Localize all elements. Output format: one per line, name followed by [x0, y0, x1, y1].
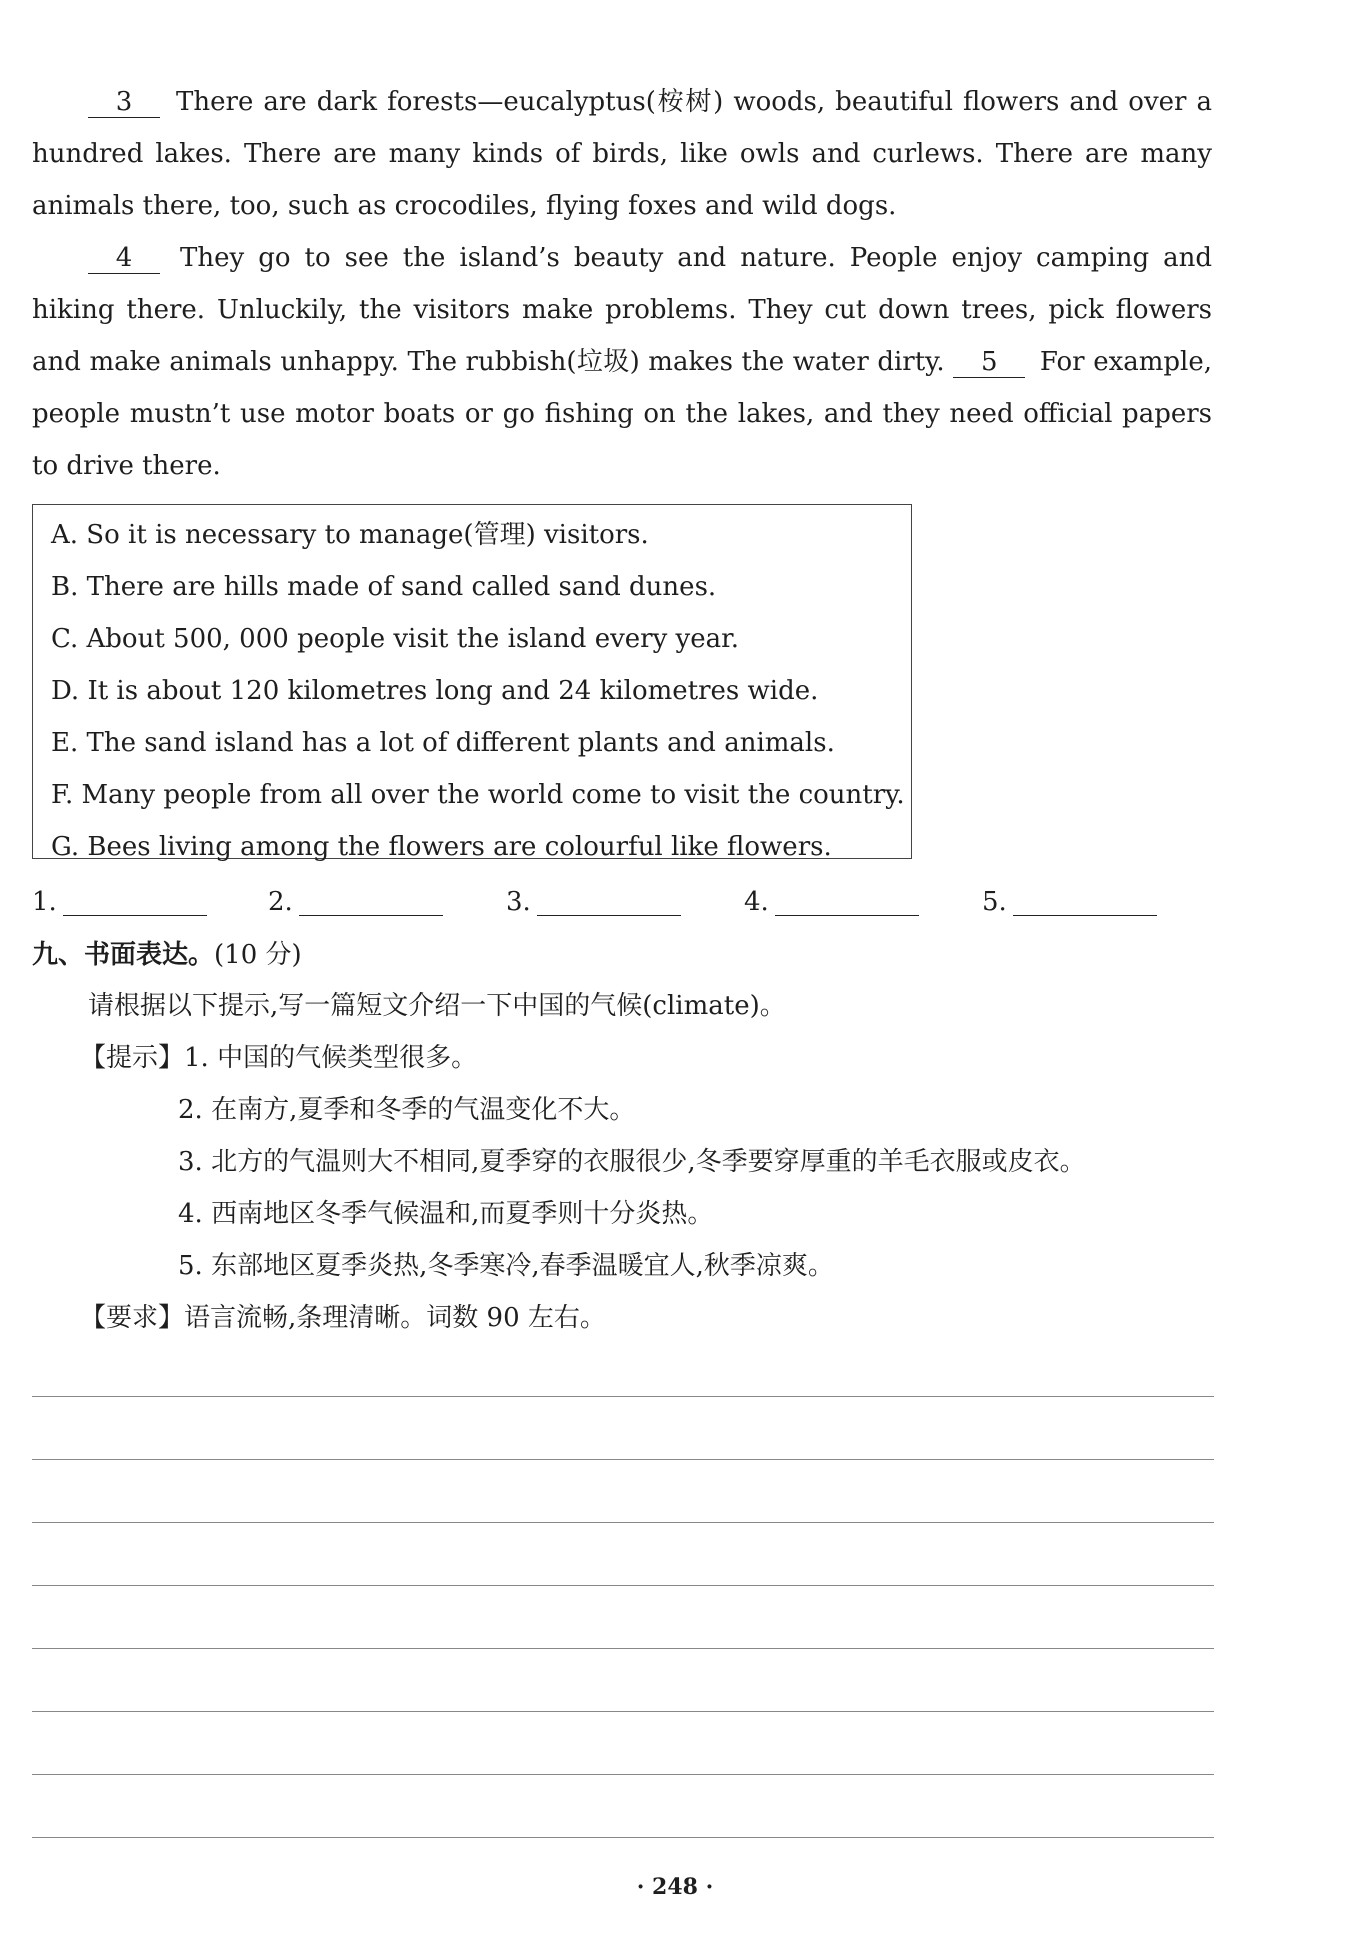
answer-blank-5[interactable]: 5: [953, 347, 1025, 378]
writing-line[interactable]: [32, 1396, 1214, 1397]
hint-4: 4. 西南地区冬季气候温和,而夏季则十分炎热。: [178, 1199, 714, 1229]
option-g: G. Bees living among the flowers are colourful like flowers.: [51, 832, 832, 862]
answer-blank-3[interactable]: 3: [88, 87, 160, 118]
answer-label-5: 5.: [982, 887, 1007, 917]
answer-line-5[interactable]: [1013, 885, 1157, 916]
paragraph-4-text-a: They go to see the island’s beauty and nature. People enjoy camping and hiking there. Unluckily, the visitors make problems. They cut down trees, pick flowers and make animals unhappy. The rubbish(垃圾) makes the water dirty.: [32, 243, 1213, 377]
passage-paragraph-3: [32, 76, 1212, 232]
option-f: F. Many people from all over the world come to visit the country.: [51, 780, 905, 810]
hint-label: 【提示】: [80, 1043, 185, 1073]
writing-line[interactable]: [32, 1585, 1214, 1586]
writing-line[interactable]: [32, 1711, 1214, 1712]
answer-label-3: 3.: [506, 887, 531, 917]
passage-paragraph-4: [32, 232, 1212, 492]
requirement-line: [80, 1292, 606, 1344]
answer-slot-2[interactable]: [268, 878, 443, 926]
paragraph-4-text-b: For example, people mustn’t use motor boats or go fishing on the lakes, and they need official papers to drive there.: [32, 347, 1213, 481]
option-e: E. The sand island has a lot of different plants and animals.: [51, 728, 835, 758]
answer-line-2[interactable]: [299, 885, 443, 916]
answer-slot-1[interactable]: [32, 878, 207, 926]
answer-line-4[interactable]: [775, 885, 919, 916]
section-title-text: 九、书面表达。: [32, 940, 215, 970]
hint-1: 1. 中国的气候类型很多。: [184, 1043, 478, 1073]
answer-label-4: 4.: [744, 887, 769, 917]
answer-slot-3[interactable]: [506, 878, 681, 926]
requirement-label: 【要求】: [80, 1303, 185, 1333]
section-title: [32, 930, 302, 980]
section-points: (10 分): [214, 940, 302, 970]
writing-instruction: 请根据以下提示,写一篇短文介绍一下中国的气候(climate)。: [88, 991, 786, 1021]
options-box: [32, 504, 912, 862]
writing-line[interactable]: [32, 1459, 1214, 1460]
hint-5: 5. 东部地区夏季炎热,冬季寒冷,春季温暖宜人,秋季凉爽。: [178, 1251, 834, 1281]
answer-label-1: 1.: [32, 887, 57, 917]
answer-slot-4[interactable]: [744, 878, 919, 926]
option-b: B. There are hills made of sand called sand dunes.: [51, 572, 717, 602]
hint-3: 3. 北方的气温则大不相同,夏季穿的衣服很少,冬季要穿厚重的羊毛衣服或皮衣。: [178, 1147, 1086, 1177]
paragraph-3-text: There are dark forests—eucalyptus(桉树) woods, beautiful flowers and over a hundred lakes. There are many kinds of birds, like owls and curlews. There are many animals there, too, such as crocodiles, flying foxes and wild dogs.: [32, 87, 1213, 221]
option-a: A. So it is necessary to manage(管理) visitors.: [51, 520, 649, 550]
answer-line-3[interactable]: [537, 885, 681, 916]
hint-2: 2. 在南方,夏季和冬季的气温变化不大。: [178, 1095, 636, 1125]
writing-line[interactable]: [32, 1522, 1214, 1523]
writing-line[interactable]: [32, 1774, 1214, 1775]
page-number: · 248 ·: [636, 1874, 714, 1900]
option-d: D. It is about 120 kilometres long and 24 kilometres wide.: [51, 676, 819, 706]
answer-label-2: 2.: [268, 887, 293, 917]
answer-slot-5[interactable]: [982, 878, 1157, 926]
answer-row: [32, 878, 1212, 930]
answer-line-1[interactable]: [63, 885, 207, 916]
answer-blank-4[interactable]: 4: [88, 243, 160, 274]
requirement-text: 语言流畅,条理清晰。词数 90 左右。: [184, 1303, 606, 1333]
option-c: C. About 500, 000 people visit the island every year.: [51, 624, 739, 654]
hint-line-1: [80, 1032, 477, 1084]
writing-line[interactable]: [32, 1837, 1214, 1838]
writing-line[interactable]: [32, 1648, 1214, 1649]
